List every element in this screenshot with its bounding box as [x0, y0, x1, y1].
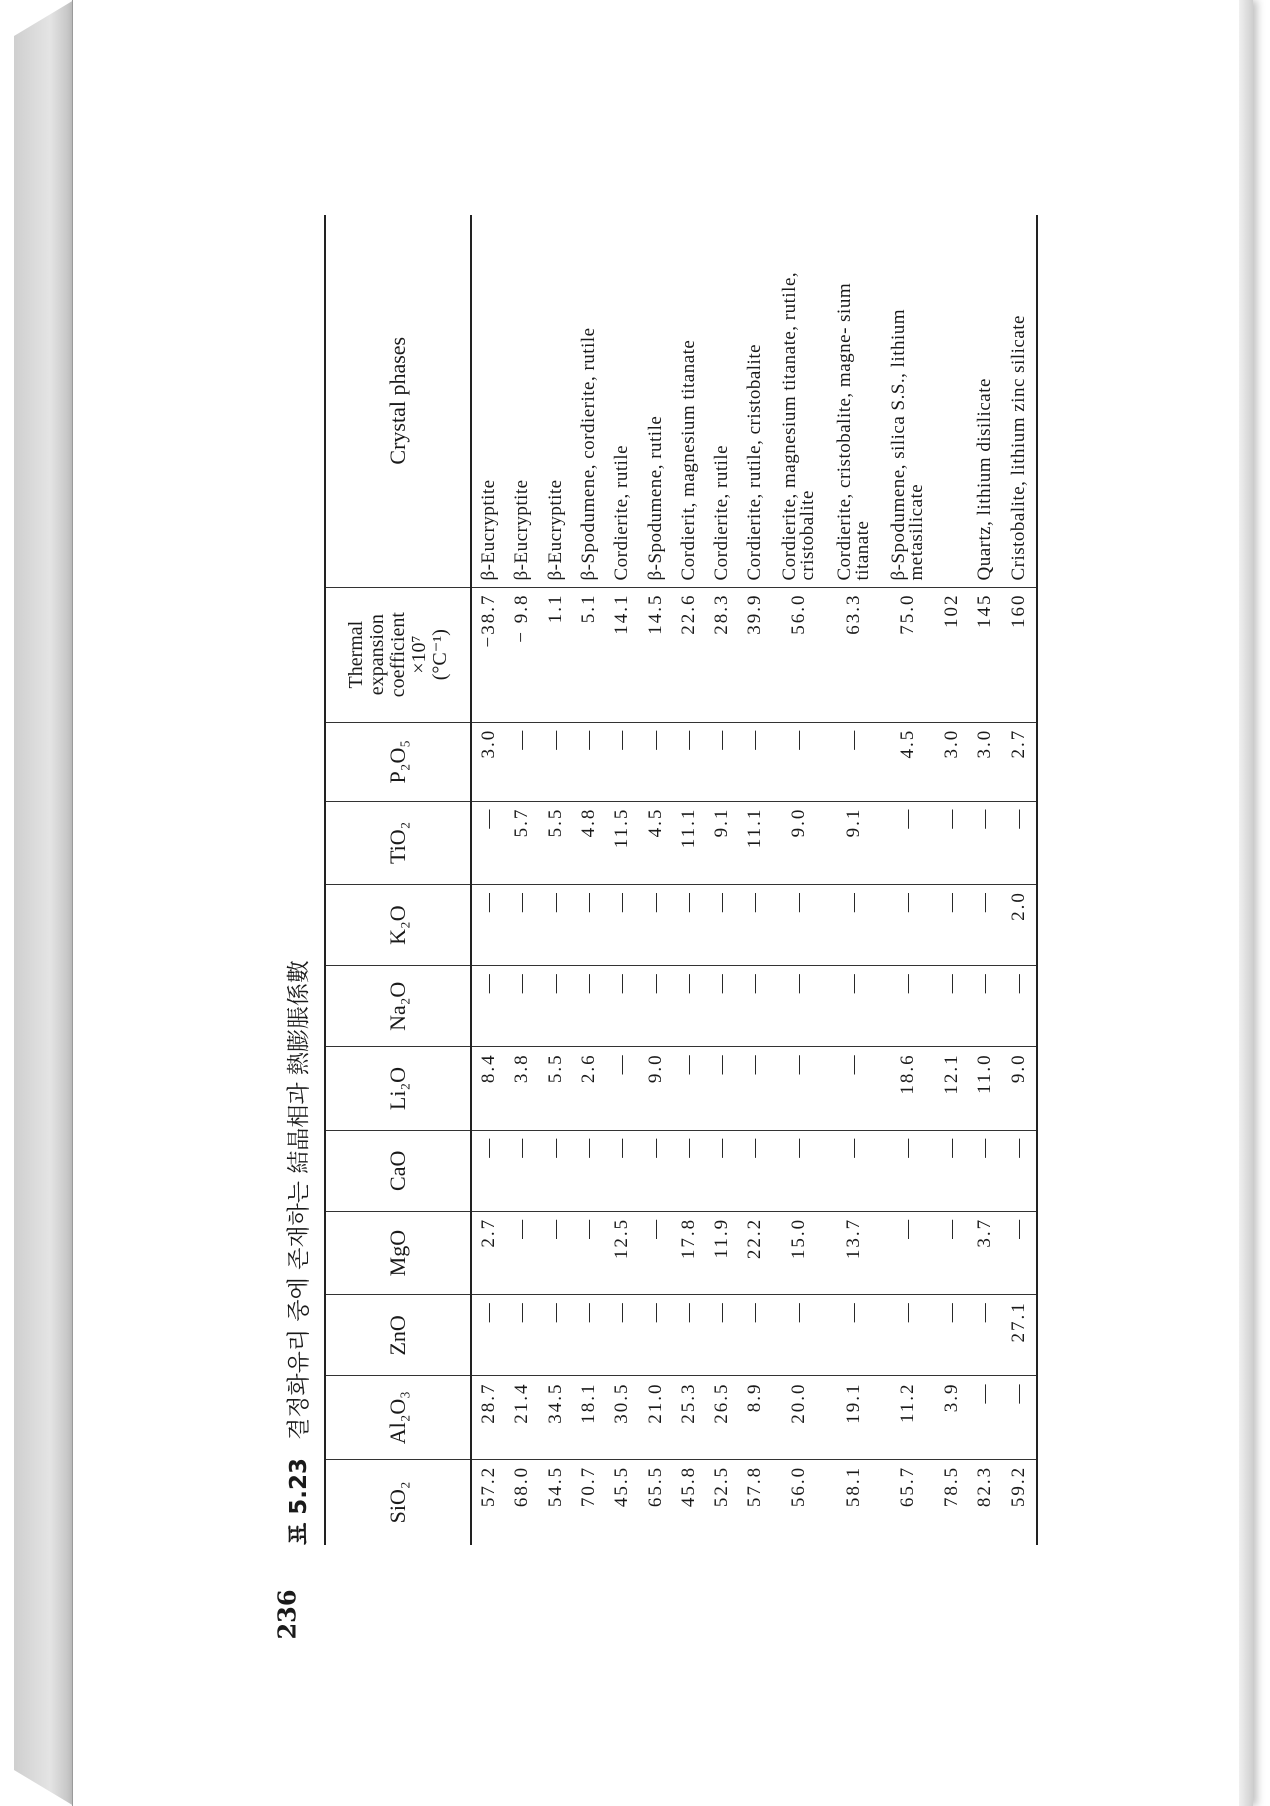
- table-cell: 28.3: [705, 587, 738, 722]
- table-cell: 17.8: [672, 1211, 705, 1294]
- table-cell: —: [935, 885, 968, 966]
- table-cell: 160: [1002, 587, 1037, 722]
- table-cell: —: [572, 1295, 605, 1376]
- table-cell: —: [572, 1130, 605, 1211]
- table-cell: —: [705, 885, 738, 966]
- table-cell: —: [539, 1130, 572, 1211]
- table-cell: —: [705, 1047, 738, 1130]
- header-thermal-expansion: [325, 587, 471, 722]
- table-cell: —: [827, 1130, 881, 1211]
- header-crystal-phases: Crystal phases: [325, 215, 471, 587]
- table-cell: —: [935, 801, 968, 884]
- table-cell: 5.5: [539, 801, 572, 884]
- table-cell: 4.5: [881, 722, 935, 801]
- table-row: [969, 215, 1002, 1545]
- caption-number: 표 5.23: [286, 1458, 312, 1545]
- header-thermal-line-5: (°C⁻¹): [428, 629, 451, 681]
- header-li2o: Li₂O: [325, 1047, 471, 1130]
- table-cell: —: [739, 966, 772, 1047]
- table-cell: 78.5: [935, 1459, 968, 1545]
- header-p2o5: P₂O₅: [325, 722, 471, 801]
- table-cell: —: [772, 722, 826, 801]
- table-cell: —: [935, 1211, 968, 1294]
- table-cell: —: [1002, 801, 1037, 884]
- table-cell: 2.6: [572, 1047, 605, 1130]
- table-cell: 59.2: [1002, 1459, 1037, 1545]
- table-cell: 54.5: [539, 1459, 572, 1545]
- table-cell: 18.1: [572, 1376, 605, 1459]
- table-cell: —: [827, 1295, 881, 1376]
- crystal-phase-cell: Cordierite, rutile: [711, 444, 733, 581]
- header-thermal-line-4: ×10⁷: [407, 635, 430, 674]
- table-cell: 2.7: [1002, 722, 1037, 801]
- header-row: [325, 215, 471, 1545]
- table-cell: —: [506, 966, 539, 1047]
- table-cell: —: [672, 1047, 705, 1130]
- table-cell: 21.0: [639, 1376, 672, 1459]
- table-cell: —: [1002, 1376, 1037, 1459]
- table-cell: —: [639, 1130, 672, 1211]
- crystal-phase-cell: β-Eucryptite: [477, 479, 499, 581]
- table-cell: —: [1002, 1211, 1037, 1294]
- table-cell: 12.5: [606, 1211, 639, 1294]
- table-row: [471, 215, 506, 1545]
- table-cell: 56.0: [772, 1459, 826, 1545]
- crystal-phase-cell: Cordierit, magnesium titanate: [677, 339, 699, 581]
- header-al2o3: Al₂O₃: [325, 1376, 471, 1459]
- table-cell: —: [539, 885, 572, 966]
- table-cell: —: [639, 966, 672, 1047]
- table-cell: —: [539, 966, 572, 1047]
- table-cell: 3.8: [506, 1047, 539, 1130]
- table-cell: —: [739, 722, 772, 801]
- table-cell: —: [639, 885, 672, 966]
- table-cell: —: [739, 1047, 772, 1130]
- table-row: [606, 215, 639, 1545]
- table-cell: —: [772, 1047, 826, 1130]
- table-cell: 26.5: [705, 1376, 738, 1459]
- header-thermal-line-1: Thermal: [344, 620, 367, 689]
- table-cell: —: [606, 722, 639, 801]
- table-cell: —: [471, 966, 506, 1047]
- crystal-phase-cell: Cordierite, rutile, cristobalite: [744, 343, 766, 581]
- table-cell: 4.8: [572, 801, 605, 884]
- table-cell: 14.1: [606, 587, 639, 722]
- crystal-phase-cell: β-Spodumene, silica S.S., lithium metasilicate: [888, 308, 928, 581]
- caption-text: 결정화유리 중에 존재하는 結晶相과 熱膨脹係數: [286, 960, 312, 1441]
- table-row: [705, 215, 738, 1545]
- table-cell: 2.0: [1002, 885, 1037, 966]
- table-cell: 145: [969, 587, 1002, 722]
- table-cell: −38.7: [471, 587, 506, 722]
- table-cell: 11.9: [705, 1211, 738, 1294]
- header-mgo: MgO: [325, 1211, 471, 1294]
- table-cell: —: [772, 1130, 826, 1211]
- table-cell: —: [969, 966, 1002, 1047]
- table-cell: —: [639, 1295, 672, 1376]
- table-cell: —: [881, 1211, 935, 1294]
- table-cell: —: [827, 966, 881, 1047]
- table-cell: —: [639, 1211, 672, 1294]
- table-cell: —: [739, 885, 772, 966]
- table-cell: —: [1002, 1130, 1037, 1211]
- table-cell: 3.7: [969, 1211, 1002, 1294]
- table-cell: 11.1: [672, 801, 705, 884]
- table-cell: —: [881, 1130, 935, 1211]
- table-row: [572, 215, 605, 1545]
- crystal-phase-cell: β-Spodumene, cordierite, rutile: [578, 327, 599, 581]
- table-cell: 11.5: [606, 801, 639, 884]
- table-cell: 28.7: [471, 1376, 506, 1459]
- table-cell: —: [606, 885, 639, 966]
- table-cell: —: [881, 801, 935, 884]
- table-cell: 21.4: [506, 1376, 539, 1459]
- table-cell: 30.5: [606, 1376, 639, 1459]
- crystal-phase-cell: Cristobalite, lithium zinc silicate: [1008, 315, 1029, 581]
- table-cell: 11.0: [969, 1047, 1002, 1130]
- header-tio2: TiO₂: [325, 801, 471, 884]
- table-cell: —: [606, 1047, 639, 1130]
- table-row: [827, 215, 881, 1545]
- table-cell: 13.7: [827, 1211, 881, 1294]
- table-cell: —: [705, 1295, 738, 1376]
- table-cell: 18.6: [881, 1047, 935, 1130]
- table-cell: —: [471, 1130, 506, 1211]
- table-cell: —: [969, 1130, 1002, 1211]
- table-row: [672, 215, 705, 1545]
- table-cell: 3.9: [935, 1376, 968, 1459]
- table-cell: 19.1: [827, 1376, 881, 1459]
- table-row: [739, 215, 772, 1545]
- table-cell: —: [572, 722, 605, 801]
- table-cell: —: [606, 1295, 639, 1376]
- crystal-phase-cell: [935, 215, 968, 587]
- table-cell: —: [471, 801, 506, 884]
- table-cell: —: [672, 885, 705, 966]
- table-cell: 3.0: [935, 722, 968, 801]
- table-cell: —: [935, 966, 968, 1047]
- table-caption: [280, 960, 313, 1545]
- table-cell: —: [705, 1130, 738, 1211]
- table-cell: 58.1: [827, 1459, 881, 1545]
- table-cell: —: [672, 966, 705, 1047]
- table-cell: —: [969, 1376, 1002, 1459]
- table-cell: —: [539, 1295, 572, 1376]
- table-cell: —: [506, 1211, 539, 1294]
- table-cell: —: [739, 1295, 772, 1376]
- table-cell: 65.5: [639, 1459, 672, 1545]
- table-cell: 65.7: [881, 1459, 935, 1545]
- table-cell: —: [471, 885, 506, 966]
- table-row: [772, 215, 826, 1545]
- crystal-phase-cell: Cordierite, rutile: [611, 444, 633, 581]
- table-cell: —: [827, 1047, 881, 1130]
- table-cell: —: [772, 885, 826, 966]
- table-cell: 3.0: [969, 722, 1002, 801]
- table-cell: 2.7: [471, 1211, 506, 1294]
- table-cell: —: [827, 722, 881, 801]
- table-cell: —: [506, 1295, 539, 1376]
- table-cell: 9.0: [772, 801, 826, 884]
- table-cell: —: [739, 1130, 772, 1211]
- table-cell: —: [935, 1130, 968, 1211]
- table-cell: 25.3: [672, 1376, 705, 1459]
- table-cell: 75.0: [881, 587, 935, 722]
- table-cell: —: [572, 1211, 605, 1294]
- table-cell: 9.0: [639, 1047, 672, 1130]
- page-gutter-shade: [1239, 0, 1253, 1806]
- header-zno: ZnO: [325, 1295, 471, 1376]
- table-row: [881, 215, 935, 1545]
- table-cell: —: [935, 1295, 968, 1376]
- table-cell: —: [506, 885, 539, 966]
- table-cell: 57.2: [471, 1459, 506, 1545]
- table-cell: 4.5: [639, 801, 672, 884]
- table-cell: − 9.8: [506, 587, 539, 722]
- table-row: [506, 215, 539, 1545]
- table-cell: 9.0: [1002, 1047, 1037, 1130]
- table-cell: —: [539, 1211, 572, 1294]
- table-cell: —: [639, 722, 672, 801]
- table-cell: 45.8: [672, 1459, 705, 1545]
- table-row: [639, 215, 672, 1545]
- crystal-phase-cell: β-Eucryptite: [544, 479, 566, 581]
- table-cell: 82.3: [969, 1459, 1002, 1545]
- table-cell: 5.7: [506, 801, 539, 884]
- table-body: [471, 215, 1037, 1545]
- crystal-phase-cell: Quartz, lithium disilicate: [974, 378, 996, 581]
- table-cell: 56.0: [772, 587, 826, 722]
- table-cell: —: [1002, 966, 1037, 1047]
- table-cell: 3.0: [471, 722, 506, 801]
- table-cell: 63.3: [827, 587, 881, 722]
- table-cell: —: [672, 1295, 705, 1376]
- crystal-phase-cell: β-Spodumene, rutile: [644, 415, 666, 581]
- header-thermal-line-3: coefficient: [386, 612, 409, 698]
- table-cell: 14.5: [639, 587, 672, 722]
- table-cell: 34.5: [539, 1376, 572, 1459]
- table-cell: —: [672, 722, 705, 801]
- table-cell: —: [705, 722, 738, 801]
- table-cell: —: [827, 885, 881, 966]
- table-cell: 5.1: [572, 587, 605, 722]
- table-cell: —: [969, 885, 1002, 966]
- header-thermal-line-2: expansion: [365, 614, 388, 696]
- book-page-stack: [14, 0, 74, 1806]
- table-cell: —: [881, 1295, 935, 1376]
- table-cell: 22.2: [739, 1211, 772, 1294]
- table-cell: 11.1: [739, 801, 772, 884]
- table-cell: —: [772, 1295, 826, 1376]
- table-cell: —: [881, 966, 935, 1047]
- table-cell: 45.5: [606, 1459, 639, 1545]
- header-k2o: K₂O: [325, 885, 471, 966]
- header-na2o: Na₂O: [325, 966, 471, 1047]
- table-cell: —: [572, 966, 605, 1047]
- rotated-table-wrapper: [324, 215, 1038, 1545]
- table-cell: —: [539, 722, 572, 801]
- table-cell: —: [471, 1295, 506, 1376]
- table-cell: —: [506, 722, 539, 801]
- table-cell: 68.0: [506, 1459, 539, 1545]
- table-cell: 70.7: [572, 1459, 605, 1545]
- table-cell: —: [881, 885, 935, 966]
- table-cell: 39.9: [739, 587, 772, 722]
- table-cell: —: [606, 1130, 639, 1211]
- table-row: [1002, 215, 1037, 1545]
- table-cell: —: [606, 966, 639, 1047]
- page-number: 236: [272, 1589, 302, 1640]
- table-cell: —: [506, 1130, 539, 1211]
- composition-table: [324, 215, 1038, 1545]
- table-cell: —: [969, 801, 1002, 884]
- crystal-phase-cell: β-Eucryptite: [511, 479, 533, 581]
- table-cell: 22.6: [672, 587, 705, 722]
- table-cell: 12.1: [935, 1047, 968, 1130]
- table-cell: 20.0: [772, 1376, 826, 1459]
- table-cell: 9.1: [705, 801, 738, 884]
- table-cell: —: [572, 885, 605, 966]
- table-row: [539, 215, 572, 1545]
- table-cell: 27.1: [1002, 1295, 1037, 1376]
- crystal-phase-cell: Cordierite, magnesium titanate, rutile, cristobalite: [779, 271, 819, 581]
- table-cell: —: [969, 1295, 1002, 1376]
- table-cell: 57.8: [739, 1459, 772, 1545]
- table-cell: 8.9: [739, 1376, 772, 1459]
- table-cell: —: [772, 966, 826, 1047]
- table-cell: 8.4: [471, 1047, 506, 1130]
- table-cell: 5.5: [539, 1047, 572, 1130]
- table-cell: 102: [935, 587, 968, 722]
- table-cell: 15.0: [772, 1211, 826, 1294]
- table-cell: 1.1: [539, 587, 572, 722]
- table-cell: —: [705, 966, 738, 1047]
- table-cell: 9.1: [827, 801, 881, 884]
- table-row: [935, 215, 968, 1545]
- table-cell: 11.2: [881, 1376, 935, 1459]
- header-cao: CaO: [325, 1130, 471, 1211]
- table-cell: 52.5: [705, 1459, 738, 1545]
- crystal-phase-cell: Cordierite, cristobalite, magne- sium titanate: [833, 282, 873, 581]
- header-sio2: SiO₂: [325, 1459, 471, 1545]
- table-cell: —: [672, 1130, 705, 1211]
